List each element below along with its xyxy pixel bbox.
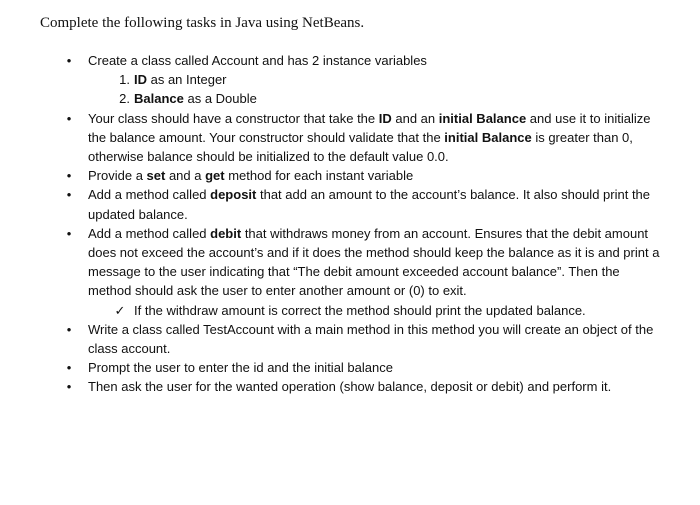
- task-text: Write a class called TestAccount with a main method in this method you will create an object of the class account.: [88, 321, 654, 357]
- task-item-set-get: [60, 166, 660, 185]
- bullet-icon: •: [66, 360, 72, 376]
- task-item-test-account: [60, 320, 660, 358]
- task-item-operation: [60, 377, 660, 396]
- task-bold-text: set: [146, 168, 166, 184]
- task-item-debit: [60, 224, 660, 301]
- task-item-account-class: [60, 51, 660, 70]
- subtask-number: 1.: [119, 72, 130, 88]
- bullet-icon: •: [66, 187, 72, 203]
- task-text: and a: [165, 168, 206, 184]
- task-list: [60, 51, 660, 397]
- bullet-icon: •: [66, 53, 72, 68]
- subtask-text: as a Double: [183, 91, 257, 107]
- bullet-icon: •: [66, 225, 72, 241]
- task-bold-text: get: [205, 168, 225, 184]
- bullet-icon: •: [66, 168, 72, 184]
- task-text: is greater than 0, otherwise balance should be initialized to the default value 0.0.: [88, 129, 633, 165]
- task-bold-text: debit: [210, 225, 242, 241]
- bullet-icon: •: [66, 110, 72, 126]
- subtask-bold-text: ID: [134, 72, 147, 88]
- task-item-prompt: [60, 358, 660, 377]
- subtask-item-balance: [60, 89, 660, 108]
- subtask-item-id: [60, 70, 660, 89]
- task-text: Your class should have a constructor that take the: [88, 110, 379, 126]
- task-text: Provide a: [88, 168, 147, 184]
- check-item-withdraw: [60, 301, 660, 320]
- task-text: Prompt the user to enter the id and the initial balance: [88, 360, 393, 376]
- task-text: Add a method called: [88, 187, 211, 203]
- task-bold-text: deposit: [210, 187, 257, 203]
- task-bold-text: initial Balance: [444, 129, 532, 145]
- task-text: Add a method called: [88, 225, 211, 241]
- checkmark-icon: ✓: [114, 302, 126, 318]
- bullet-icon: •: [66, 379, 72, 395]
- task-bold-text: initial Balance: [438, 110, 527, 126]
- task-item-constructor: [60, 109, 660, 167]
- task-text: that withdraws money from an account. Ensures that the debit amount does not exceed the account’s and if it does the method should keep the balance as it is and print a message to the user indicating that “The debit amount exceeded account balance”. Then the method should ask the user to enter another amount or (0) to exit.: [88, 225, 660, 299]
- document-title: Complete the following tasks in Java using NetBeans.: [40, 15, 365, 31]
- task-text: and use it to initialize the balance amount. Your constructor should validate that the: [88, 110, 651, 145]
- task-item-deposit: [60, 185, 660, 223]
- task-text: Then ask the user for the wanted operation (show balance, deposit or debit) and perform it.: [88, 379, 612, 395]
- bullet-icon: •: [66, 321, 72, 337]
- task-text: Create a class called Account and has 2 instance variables: [88, 53, 427, 68]
- subtask-bold-text: Balance: [134, 91, 184, 107]
- task-bold-text: ID: [378, 110, 392, 126]
- subtask-number: 2.: [119, 91, 130, 107]
- task-text: method for each instant variable: [224, 168, 414, 184]
- task-text: that add an amount to the account’s balance. It also should print the updated balance.: [88, 187, 651, 222]
- task-text: and an: [391, 110, 439, 126]
- check-text: If the withdraw amount is correct the method should print the updated balance.: [134, 302, 586, 318]
- subtask-text: as an Integer: [147, 72, 227, 88]
